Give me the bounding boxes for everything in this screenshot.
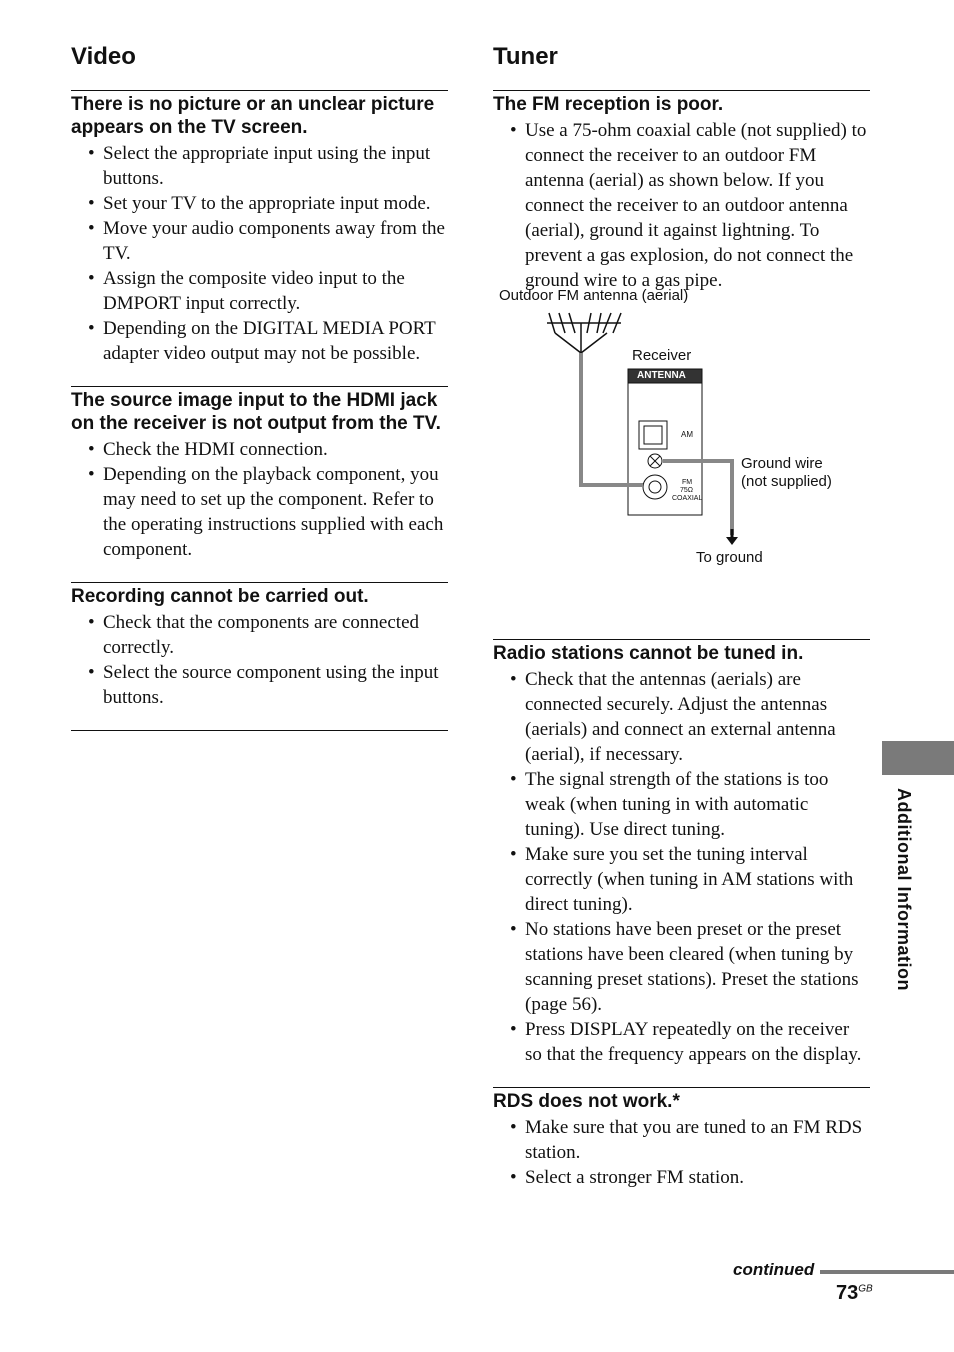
solution-item: • No stations have been preset or the preset stations have been cleared (when tuning by scanning preset stations). Preset the stations (page 56). bbox=[510, 917, 870, 1017]
solution-item: • Use a 75-ohm coaxial cable (not supplied) to connect the receiver to an outdoor FM antenna (aerial) as shown below. If you connect the receiver to an outdoor antenna (aerial), ground it against lightning. To prevent a gas explosion, do not connect the ground wire to a gas pipe. bbox=[510, 118, 870, 293]
solution-item: • Check that the antennas (aerials) are connected securely. Adjust the antennas (aerials) and connect an external antenna (aerial), if necessary. bbox=[510, 667, 870, 767]
solution-item: • Select a stronger FM station. bbox=[510, 1165, 870, 1190]
solution-item: • Assign the composite video input to the DMPORT input correctly. bbox=[88, 266, 448, 316]
video-issue-no-picture bbox=[71, 90, 448, 366]
section-title-video: Video bbox=[71, 43, 136, 70]
continued-label: continued bbox=[733, 1260, 815, 1279]
solution-item: • Make sure you set the tuning interval correctly (when tuning in AM stations with direct tuning). bbox=[510, 842, 870, 917]
receiver-label: Receiver bbox=[632, 347, 692, 364]
antenna-icon bbox=[547, 313, 621, 353]
issue-title: The source image input to the HDMI jack on the receiver is not output from the TV. bbox=[71, 390, 441, 434]
page-number-suffix: GB bbox=[858, 1283, 873, 1295]
continued-bar bbox=[820, 1270, 954, 1274]
solution-list bbox=[493, 118, 870, 293]
to-ground-label: To ground bbox=[696, 549, 763, 566]
antenna-connection-diagram bbox=[493, 287, 870, 639]
issue-title: Recording cannot be carried out. bbox=[71, 586, 369, 607]
solution-item: • The signal strength of the stations is too weak (when tuning in with automatic tuning). Use direct tuning. bbox=[510, 767, 870, 842]
solution-item: • Set your TV to the appropriate input mode. bbox=[88, 191, 448, 216]
tuner-issue-rds bbox=[493, 1087, 870, 1190]
solution-item: • Check that the components are connected correctly. bbox=[88, 610, 448, 660]
antenna-panel-label: ANTENNA bbox=[637, 370, 686, 381]
am-label: AM bbox=[681, 430, 693, 439]
page-number-value: 73 bbox=[836, 1282, 859, 1304]
tuner-issue-radio-stations bbox=[493, 639, 870, 1067]
fm-impedance-label: 75Ω bbox=[680, 487, 694, 494]
page-number bbox=[836, 1282, 873, 1305]
solution-item: • Press DISPLAY repeatedly on the receiver so that the frequency appears on the display. bbox=[510, 1017, 870, 1067]
solution-list bbox=[71, 141, 448, 366]
solution-item: • Depending on the playback component, you may need to set up the component. Refer to the operating instructions supplied with each component. bbox=[88, 462, 448, 562]
solution-item: • Select the appropriate input using the input buttons. bbox=[88, 141, 448, 191]
video-issue-recording bbox=[71, 582, 448, 710]
issue-title: The FM reception is poor. bbox=[493, 94, 724, 115]
ground-wire-note: (not supplied) bbox=[741, 473, 832, 490]
video-column bbox=[71, 40, 448, 731]
video-issue-hdmi bbox=[71, 386, 448, 562]
issue-title: Radio stations cannot be tuned in. bbox=[493, 643, 804, 664]
side-tab-label: Additional Information bbox=[894, 788, 914, 991]
solution-item: • Depending on the DIGITAL MEDIA PORT adapter video output may not be possible. bbox=[88, 316, 448, 366]
issue-title: There is no picture or an unclear picture appears on the TV screen. bbox=[71, 94, 435, 138]
solution-list bbox=[71, 610, 448, 710]
solution-list bbox=[493, 1115, 870, 1190]
side-tab-marker bbox=[882, 741, 954, 775]
tuner-column bbox=[493, 40, 870, 1190]
tuner-issue-fm-reception bbox=[493, 90, 870, 293]
solution-item: • Make sure that you are tuned to an FM RDS station. bbox=[510, 1115, 870, 1165]
section-title-tuner: Tuner bbox=[493, 43, 558, 70]
fm-coaxial-label: COAXIAL bbox=[672, 495, 703, 502]
antenna-label: Outdoor FM antenna (aerial) bbox=[499, 287, 689, 304]
solution-item: • Move your audio components away from the TV. bbox=[88, 216, 448, 266]
ground-wire-label: Ground wire bbox=[741, 455, 823, 472]
solution-item: • Select the source component using the input buttons. bbox=[88, 660, 448, 710]
solution-list bbox=[493, 667, 870, 1067]
fm-label: FM bbox=[682, 479, 693, 486]
solution-item: • Check the HDMI connection. bbox=[88, 437, 448, 462]
solution-list bbox=[71, 437, 448, 562]
section-end-rule bbox=[71, 730, 448, 731]
issue-title: RDS does not work.* bbox=[493, 1091, 680, 1112]
